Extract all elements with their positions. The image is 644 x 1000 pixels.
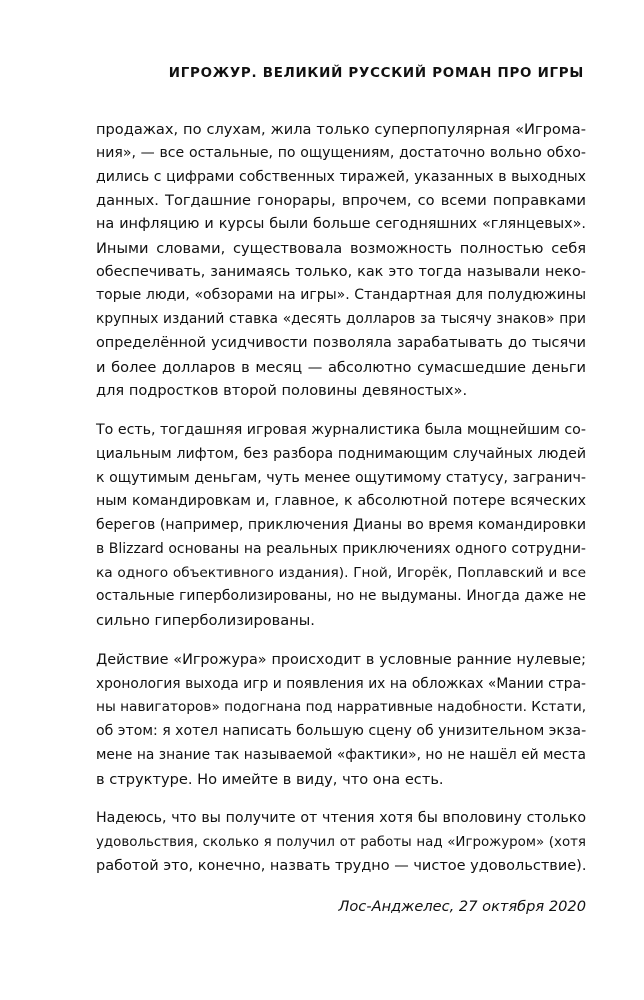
text-line: ны навигаторов» подогнана под нарративные надобности. Кстати, — [96, 699, 587, 716]
text-line: обеспечивать, занимаясь только, как это тогда называли неко- — [96, 263, 586, 280]
text-line: для подростков второй половины девяностых». — [96, 382, 468, 400]
text-line: дились с цифрами собственных тиражей, указанных в выходных — [96, 168, 586, 185]
paragraph — [96, 118, 586, 403]
text-line: к ощутимым деньгам, чуть менее ощутимому статусу, загранич- — [96, 469, 586, 486]
text-line: Иными словами, существовала возможность полностью себя — [96, 239, 586, 257]
text-line: ния», — все остальные, по ощущениям, достаточно вольно обхо- — [96, 144, 586, 161]
text-line: определённой усидчивости позволяла зарабатывать до тысячи — [96, 334, 586, 351]
paragraph — [96, 807, 586, 878]
text-line: данных. Тогдашние гонорары, впрочем, со всеми поправками — [96, 192, 586, 210]
paragraph — [96, 649, 586, 792]
text-line: на инфляцию и курсы были больше сегодняшних «глянцевых». — [96, 216, 586, 232]
paragraph — [96, 419, 586, 633]
text-line: удовольствия, сколько я получил от работы над «Игрожуром» (хотя — [96, 835, 586, 850]
signature-place-date: Лос-Анджелес, 27 октября 2020 — [338, 897, 586, 915]
text-line: продажах, по слухам, жила только суперпопулярная «Игрома- — [96, 121, 586, 138]
text-line: крупных изданий ставка «десять долларов за тысячу знаков» при — [96, 311, 586, 327]
text-line: циальным лифтом, без разбора поднимающим случайных людей — [96, 445, 586, 462]
running-header: ИГРОЖУР. ВЕЛИКИЙ РУССКИЙ РОМАН ПРО ИГРЫ — [168, 66, 584, 81]
text-line: работой это, конечно, назвать трудно — чистое удовольствие). — [96, 857, 587, 874]
text-line: Действие «Игрожура» происходит в условные ранние нулевые; — [96, 651, 586, 668]
text-line: берегов (например, приключения Дианы во время командировки — [96, 517, 586, 533]
text-line: хронология выхода игр и появления их на обложках «Мании стра- — [96, 675, 586, 692]
text-line: сильно гиперболизированы. — [96, 612, 315, 629]
body-text — [96, 118, 586, 919]
text-line: ным командировкам и, главное, к абсолютной потере всяческих — [96, 493, 586, 510]
text-line: ка одного объективного издания). Гной, Игорёк, Поплавский и все — [96, 564, 586, 581]
text-line: Надеюсь, что вы получите от чтения хотя бы вполовину столько — [96, 810, 586, 827]
text-line: То есть, тогдашняя игровая журналистика была мощнейшим со- — [96, 422, 586, 438]
text-line: и более долларов в месяц — абсолютно сумасшедшие деньги — [96, 358, 586, 376]
text-line: об этом: я хотел написать большую сцену об унизительном экза- — [96, 723, 587, 739]
text-line: в структуре. Но имейте в виду, что она есть. — [96, 770, 444, 788]
text-line: торые люди, «обзорами на игры». Стандартная для полудюжины — [96, 287, 586, 304]
text-line: остальные гиперболизированы, но не выдуманы. Иногда даже не — [96, 588, 586, 605]
text-line: мене на знание так называемой «фактики», но не нашёл ей места — [96, 746, 586, 763]
text-line: в Blizzard основаны на реальных приключениях одного сотрудни- — [96, 540, 586, 557]
